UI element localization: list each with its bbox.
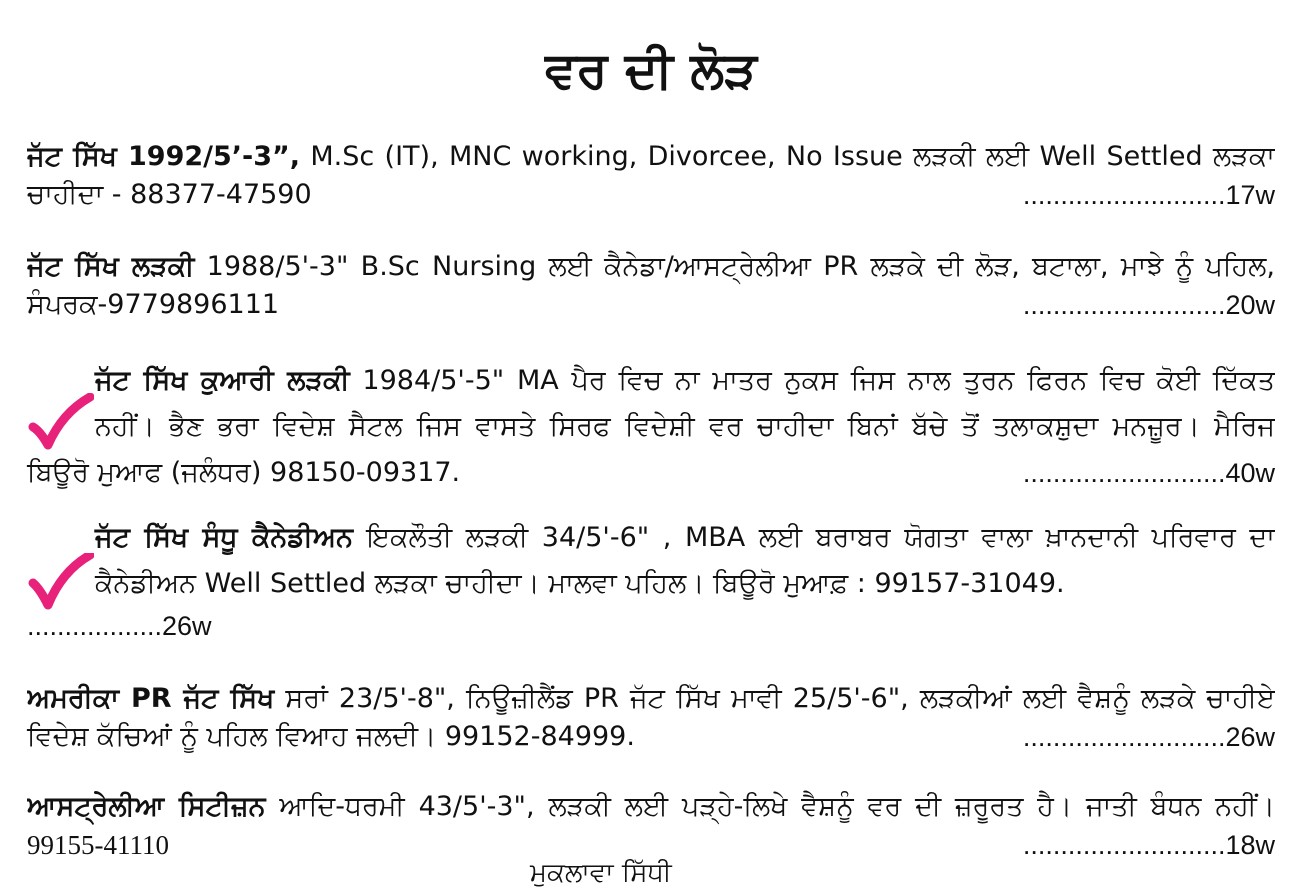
ad-code: ...........................40w xyxy=(1022,458,1275,488)
ad-footer xyxy=(27,286,1275,324)
ad-heading: ਜੱਟ ਸਿੱਖ ਕੁਆਰੀ ਲੜਕੀ xyxy=(95,365,350,396)
ad-body: M.Sc (IT), MNC working, Divorcee, No Issue ਲੜਕੀ ਲਈ Well Settled ਲੜਕਾ xyxy=(300,141,1275,172)
ad-contact: ਚਾਹੀਦਾ - 88377-47590 xyxy=(27,179,312,210)
ad-code: ..................26w xyxy=(27,611,212,641)
ad-text-line: ਨਹੀਂ। ਭੈਣ ਭਰਾ ਵਿਦੇਸ਼ ਸੈਟਲ ਜਿਸ ਵਾਸਤੇ ਸਿਰਫ ਵਿਦੇਸ਼ੀ ਵਰ ਚਾਹੀਦਾ ਬਿਨਾਂ ਬੱਚੇ ਤੋਂ ਤਲਾਕਸ਼ੁਦਾ ਮਨਜ਼ੂਰ। ਮੈਰਿਜ xyxy=(95,411,1275,442)
ad-heading: ਜੱਟ ਸਿੱਖ ਸੰਧੂ ਕੈਨੇਡੀਅਨ xyxy=(95,522,354,553)
ad-code: ...........................17w xyxy=(1022,180,1275,210)
ad-text-line xyxy=(27,248,1275,286)
classified-ad xyxy=(27,515,1275,645)
ad-footer xyxy=(27,718,1275,756)
ad-text-line: ਕੈਨੇਡੀਅਨ Well Settled ਲੜਕਾ ਚਾਹੀਦਾ। ਮਾਲਵਾ ਪਹਿਲ। ਬਿਊਰੋ ਮੁਆਫ਼ : 99157-31049. xyxy=(95,568,1065,599)
ad-text-line xyxy=(27,680,1275,718)
ad-text-line xyxy=(27,788,1275,826)
ad-code: ...........................26w xyxy=(1022,722,1275,752)
classified-ad xyxy=(27,138,1275,214)
ad-text-line xyxy=(27,138,1275,176)
ad-contact: ਬਿਊਰੋ ਮੁਆਫ (ਜਲੰਧਰ) 98150-09317. xyxy=(27,457,461,488)
ad-code: ...........................20w xyxy=(1022,290,1275,320)
ad-body: 1988/5'-3" B.Sc Nursing ਲਈ ਕੈਨੇਡਾ/ਆਸਟ੍ਰੇਲੀਆ PR ਲੜਕੇ ਦੀ ਲੋੜ, ਬਟਾਲਾ, ਮਾਝੇ ਨੂੰ ਪਹਿਲ, xyxy=(194,251,1275,282)
ad-text-line xyxy=(27,515,1275,561)
classified-ad xyxy=(27,788,1275,864)
ad-body: ਸਰਾਂ 23/5'-8", ਨਿਊਜ਼ੀਲੈਂਡ PR ਜੱਟ ਸਿੱਖ ਮਾਵੀ 25/5'-6", ਲੜਕੀਆਂ ਲਈ ਵੈਸ਼ਨੂੰ ਲੜਕੇ ਚਾਹੀਏ xyxy=(274,683,1275,714)
ad-heading: ਜੱਟ ਸਿੱਖ ਲੜਕੀ xyxy=(27,251,195,282)
ad-body: 1984/5'-5" MA ਪੈਰ ਵਿਚ ਨਾ ਮਾਤਰ ਨੁਕਸ ਜਿਸ ਨਾਲ ਤੁਰਨ ਫਿਰਨ ਵਿਚ ਕੋਈ ਦਿੱਕਤ xyxy=(349,365,1275,396)
ad-heading: ਅਮਰੀਕਾ PR ਜੱਟ ਸਿੱਖ xyxy=(27,683,275,714)
ad-footer xyxy=(27,450,1275,496)
ad-text-line xyxy=(27,358,1275,404)
page-title: ਵਰ ਦੀ ਲੋੜ xyxy=(545,41,757,99)
ad-body: ਆਦਿ-ਧਰਮੀ 43/5'-3", ਲੜਕੀ ਲਈ ਪੜ੍ਹੇ-ਲਿਖੇ ਵੈਸ਼ਨੂੰ ਵਰ ਦੀ ਜ਼ਰੂਰਤ ਹੈ। ਜਾਤੀ ਬੰਧਨ ਨਹੀਂ। xyxy=(265,791,1275,822)
ad-contact: ਵਿਦੇਸ਼ ਕੱਚਿਆਂ ਨੂੰ ਪਹਿਲ ਵਿਆਹ ਜਲਦੀ। 99152-84999. xyxy=(27,721,635,752)
cutoff-heading: ਮੁਕਲਾਵਾ ਸਿੱਧੀ xyxy=(530,858,672,888)
ad-contact: 99155-41110 xyxy=(27,830,169,860)
ad-body: ਇਕਲੌਤੀ ਲੜਕੀ 34/5'-6" , MBA ਲਈ ਬਰਾਬਰ ਯੋਗਤਾ ਵਾਲਾ ਖ਼ਾਨਦਾਨੀ ਪਰਿਵਾਰ ਦਾ xyxy=(353,522,1275,553)
ad-heading: ਜੱਟ ਸਿੱਖ 1992/5’-3”, xyxy=(27,141,301,172)
ad-code: ...........................18w xyxy=(1022,830,1275,860)
ad-contact: ਸੰਪਰਕ-9779896111 xyxy=(27,289,280,320)
classified-ad xyxy=(27,680,1275,756)
ad-heading: ਆਸਟ੍ਰੇਲੀਆ ਸਿਟੀਜ਼ਨ xyxy=(27,791,266,822)
ad-footer xyxy=(27,176,1275,214)
classified-ad xyxy=(27,358,1275,496)
classified-ad xyxy=(27,248,1275,324)
